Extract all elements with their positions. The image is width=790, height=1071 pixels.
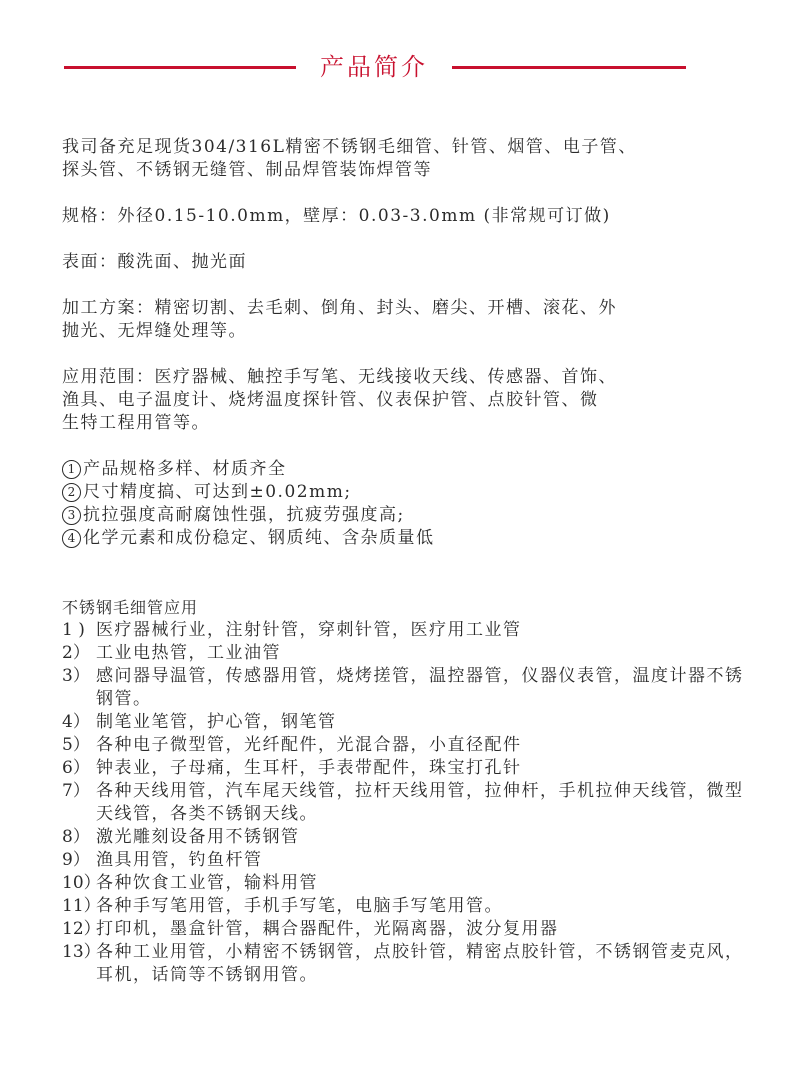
list-item [62,757,762,780]
list-item [62,895,762,918]
header-rule-left [64,66,296,69]
page-title: 产品简介 [320,53,428,81]
list-text: 打印机，墨盒针管，耦合器配件，光隔离器，波分复用器 [96,919,559,939]
list-item [62,849,762,872]
list-text: 感问器导温管，传感器用管，烧烤搓管，温控器管，仪器仪表管，温度计器不锈钢管。 [96,666,744,709]
list-number: 5） [62,735,90,755]
list-item [62,734,762,757]
circled-number: 1 [62,460,81,479]
list-text: 各种工业用管，小精密不锈钢管，点胶针管，精密点胶针管，不锈钢管麦克风，耳机，话筒等不锈钢用管。 [96,942,744,985]
list-item [62,642,762,665]
intro-paragraph [62,136,762,182]
list-text: 激光雕刻设备用不锈钢管 [96,827,300,847]
list-number: 6） [62,758,90,778]
list-number: 12） [62,919,101,939]
list-text: 各种手写笔用管，手机手写笔，电脑手写笔用管。 [96,896,503,916]
surface-line: 表面：酸洗面、抛光面 [62,252,247,272]
processing-line-2: 抛光、无焊缝处理等。 [62,321,247,341]
list-number: 8） [62,827,90,847]
spec-line: 规格：外径0.15-10.0mm，壁厚：0.03-3.0mm (非常规可订做) [62,206,611,226]
list-item [62,826,762,849]
list-item [62,918,762,941]
feature-item [62,458,762,481]
list-text: 工业电热管，工业油管 [96,643,281,663]
section-header [0,52,790,86]
header-rule-right [452,66,686,69]
feature-text: 产品规格多样、材质齐全 [83,459,287,479]
feature-text: 尺寸精度搞、可达到±0.02mm; [83,482,352,502]
list-number: 11） [62,896,101,916]
list-text: 医疗器械行业，注射针管，穿刺针管，医疗用工业管 [96,620,522,640]
list-number: 7） [62,781,90,801]
applications-list [62,619,762,987]
circled-number: 2 [62,483,81,502]
applications-title: 不锈钢毛细管应用 [62,598,199,617]
list-number: 2） [62,643,90,663]
list-item [62,665,762,711]
application-range-line-2: 渔具、电子温度计、烧烤温度探针管、仪表保护管、点胶针管、微 [62,390,599,410]
processing-line-1: 加工方案：精密切割、去毛刺、倒角、封头、磨尖、开槽、滚花、外 [62,298,617,318]
product-intro-body [62,136,762,987]
list-number: 10） [62,873,101,893]
list-text: 制笔业笔管，护心管，钢笔管 [96,712,337,732]
feature-text: 化学元素和成份稳定、钢质纯、含杂质量低 [83,528,435,548]
list-item [62,872,762,895]
application-range-line-1: 应用范围：医疗器械、触控手写笔、无线接收天线、传感器、首饰、 [62,367,617,387]
list-number: 13） [62,942,101,962]
feature-item [62,504,762,527]
list-text: 各种天线用管，汽车尾天线管，拉杆天线用管，拉伸杆，手机拉伸天线管，微型天线管，各类不锈钢天线。 [96,781,744,824]
list-item [62,780,762,826]
feature-list [62,458,762,550]
list-text: 各种饮食工业管，输料用管 [96,873,318,893]
list-text: 各种电子微型管，光纤配件，光混合器，小直径配件 [96,735,522,755]
circled-number: 4 [62,529,81,548]
intro-line-1: 我司备充足现货304/316L精密不锈钢毛细管、针管、烟管、电子管、 [62,137,637,157]
list-number: 3） [62,666,90,686]
feature-item [62,527,762,550]
intro-line-2: 探头管、不锈钢无缝管、制品焊管装饰焊管等 [62,160,432,180]
list-text: 钟表业，子母痛，生耳杆，手表带配件，珠宝打孔针 [96,758,522,778]
circled-number: 3 [62,506,81,525]
feature-item [62,481,762,504]
application-range-line-3: 生特工程用管等。 [62,413,210,433]
list-number: 4） [62,712,90,732]
feature-text: 抗拉强度高耐腐蚀性强，抗疲劳强度高; [83,505,405,525]
list-text: 渔具用管，钓鱼杆管 [96,850,263,870]
list-item [62,711,762,734]
list-item [62,619,762,642]
list-number: 9） [62,850,90,870]
list-number: 1 ) [62,620,85,640]
processing-paragraph [62,297,762,343]
list-item [62,941,762,987]
application-range-paragraph [62,366,762,435]
